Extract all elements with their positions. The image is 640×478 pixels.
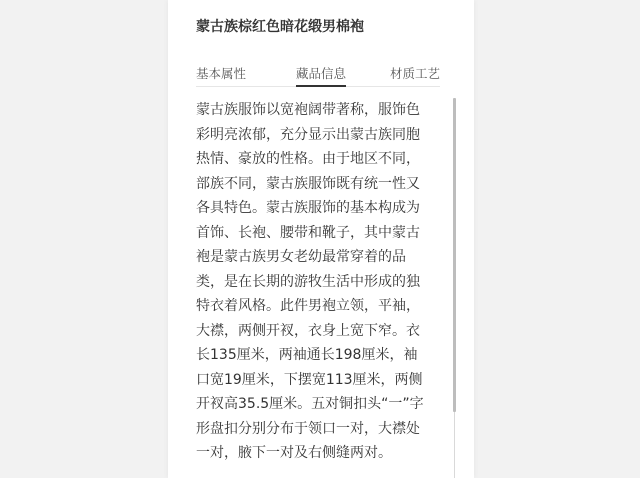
detail-panel	[168, 0, 474, 478]
page-title: 蒙古族棕红色暗花缎男棉袍	[196, 19, 364, 35]
active-tab-indicator	[296, 85, 346, 87]
collection-description: 蒙古族服饰以宽袍阔带著称，服饰色彩明亮浓郁，充分显示出蒙古族同胞热情、豪放的性格。由于地区不同，部族不同，蒙古族服饰既有统一性又各具特色。蒙古族服饰的基本构成为首饰、长袍、腰带和靴子，其中蒙古袍是蒙古族男女老幼最常穿着的品类，是在长期的游牧生活中形成的独特衣着风格。此件男袍立领，平袖，大襟，两侧开衩，衣身上宽下窄。衣长135厘米，两袖通长198厘米，袖口宽19厘米，下摆宽113厘米，两侧开衩高35.5厘米。五对铜扣头“一”字形盘扣分别分布于领口一对，大襟处一对，腋下一对及右侧缝两对。	[196, 102, 424, 461]
tab-collection-info[interactable]: 藏品信息	[296, 66, 347, 81]
scrollbar-thumb[interactable]	[453, 98, 456, 412]
tab-basic-attributes[interactable]: 基本属性	[196, 66, 247, 81]
tab-material-craft[interactable]: 材质工艺	[389, 66, 440, 81]
tab-bar	[196, 60, 440, 87]
